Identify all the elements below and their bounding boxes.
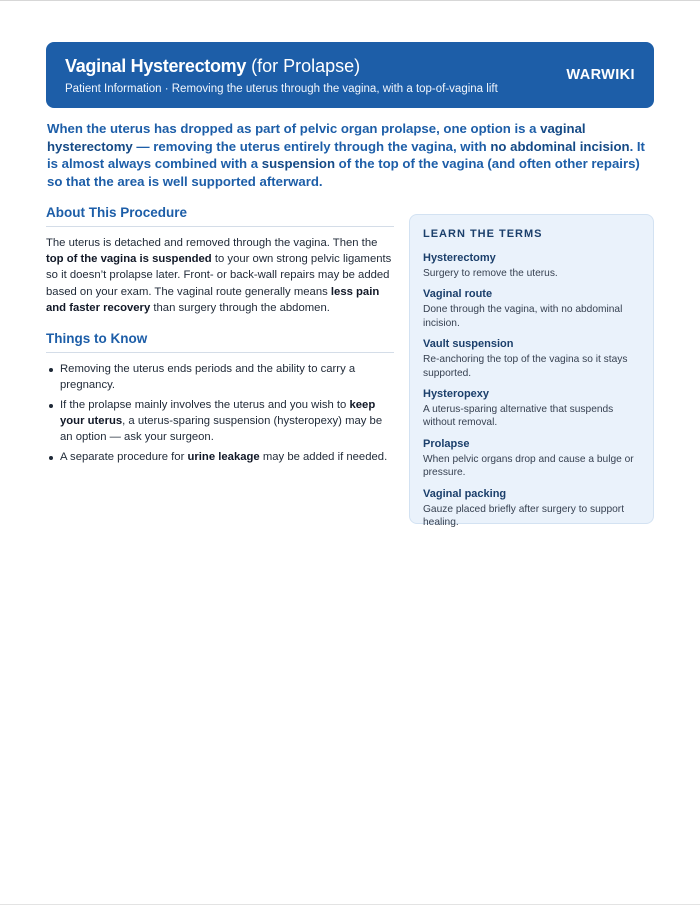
- glossary-term: Vaginal packing: [423, 487, 507, 500]
- about-emphasis: less pain and faster recovery: [46, 285, 380, 314]
- page-bottom-divider: [0, 904, 700, 905]
- page-title: [65, 55, 636, 77]
- glossary-item: [423, 287, 643, 330]
- intro-emphasis: no abdominal incision: [490, 138, 630, 154]
- main-column: [46, 203, 394, 469]
- list-item-text: , a uterus-sparing suspension (hysteropexy) may be an option — ask your surgeon.: [60, 415, 383, 444]
- list-item-text: A separate procedure for: [60, 451, 188, 464]
- glossary-term: Prolapse: [423, 437, 470, 450]
- things-to-know-heading: Things to Know: [46, 329, 394, 353]
- about-text: than surgery through the abdomen.: [150, 301, 330, 314]
- glossary-term: Vault suspension: [423, 338, 514, 351]
- about-paragraph: [46, 235, 394, 316]
- page-subtitle: Patient Information · Removing the uterus through the vagina, with a top-of-vagina lift: [65, 83, 498, 95]
- glossary-definition: When pelvic organs drop and cause a bulge or pressure.: [423, 453, 634, 479]
- intro-text: of the top of the vagina (and often other repairs) so that the area is well supported afterward.: [47, 156, 640, 189]
- glossary-item: [423, 387, 643, 430]
- glossary-panel: [409, 214, 654, 529]
- about-text: The uterus is detached and removed through the vagina. Then the: [46, 237, 378, 249]
- page-top-divider: [0, 0, 700, 1]
- intro-emphasis: suspension: [261, 156, 336, 171]
- header-banner: [46, 42, 654, 108]
- glossary-definition: Done through the vagina, with no abdominal incision.: [423, 304, 623, 329]
- list-item: [46, 449, 394, 465]
- glossary-definition: A uterus-sparing alternative that suspends without removal.: [423, 404, 614, 429]
- intro-paragraph: [47, 120, 657, 190]
- glossary-item: [423, 251, 643, 280]
- intro-text: When the uterus has dropped as part of pelvic organ prolapse, one option is a: [47, 121, 541, 136]
- list-item-emphasis: urine leakage: [187, 451, 260, 464]
- intro-text: — removing the uterus entirely through the vagina, with: [132, 138, 491, 154]
- things-to-know-list: [46, 361, 394, 465]
- glossary-item: [423, 487, 643, 530]
- intro-emphasis: vaginal hysterectomy: [47, 121, 586, 154]
- about-heading: About This Procedure: [46, 203, 394, 227]
- about-text: to your own strong pelvic ligaments so it doesn’t prolapse later. Front- or back-wall repairs may be added based on your exam. The vaginal route generally means: [46, 253, 392, 298]
- glossary-definition: Surgery to remove the uterus.: [423, 268, 558, 279]
- list-item-emphasis: keep your uterus: [60, 399, 376, 428]
- list-item: [46, 397, 394, 446]
- title-qualifier: (for Prolapse): [246, 56, 361, 76]
- list-item-text: Removing the uterus ends periods and the ability to carry a pregnancy.: [60, 363, 356, 392]
- glossary-item: [423, 337, 643, 380]
- glossary-term: Vaginal route: [423, 288, 493, 301]
- list-item-text: If the prolapse mainly involves the uterus and you wish to: [60, 399, 350, 412]
- list-item-text: may be added if needed.: [259, 451, 388, 464]
- glossary-definition: Gauze placed briefly after surgery to support healing.: [423, 503, 625, 529]
- brand-logo: WARWIKI: [566, 67, 635, 83]
- glossary-term: Hysterectomy: [423, 252, 496, 264]
- list-item: [46, 361, 394, 393]
- glossary-term: Hysteropexy: [423, 388, 490, 401]
- title-main: Vaginal Hysterectomy: [65, 56, 247, 76]
- glossary-heading: LEARN THE TERMS: [423, 228, 543, 240]
- intro-text: . It is almost always combined with a: [47, 138, 645, 171]
- glossary-definition: Re-anchoring the top of the vagina so it stays supported.: [423, 354, 628, 379]
- about-emphasis: top of the vagina is suspended: [46, 253, 212, 266]
- glossary-item: [423, 437, 643, 480]
